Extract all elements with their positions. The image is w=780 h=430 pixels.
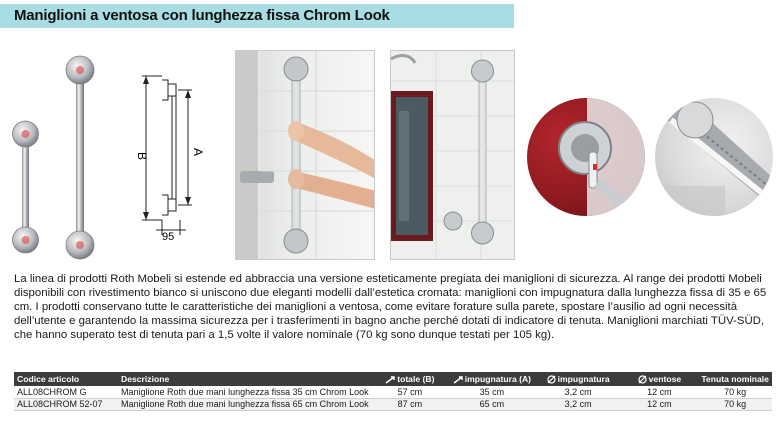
detail-chrome-texture	[655, 98, 773, 216]
cell-code: ALL08CHROM 52-07	[14, 398, 118, 410]
cell-code: ALL08CHROM G	[14, 386, 118, 398]
dimension-b-label: B	[135, 152, 149, 161]
technical-drawing	[128, 70, 228, 240]
col-header-cup-diameter-label: ventose	[648, 373, 682, 384]
product-grab-bars-image	[0, 40, 110, 270]
dimension-a-label: A	[191, 148, 205, 157]
col-header-grip-diameter-label: impugnatura	[557, 373, 610, 384]
col-header-grip	[448, 372, 536, 386]
page-title: Maniglioni a ventosa con lunghezza fissa Chrom Look	[14, 7, 390, 24]
col-header-description: Descrizione	[118, 372, 372, 386]
specification-table	[14, 372, 772, 411]
cell-load: 70 kg	[698, 386, 772, 398]
col-header-grip-label: impugnatura (A)	[464, 374, 532, 384]
photo-bathroom-mirror	[390, 50, 515, 260]
cell-grip-diameter: 3,2 cm	[536, 386, 621, 398]
table-header-row	[14, 372, 772, 386]
col-header-total	[372, 372, 448, 386]
cell-description: Maniglione Roth due mani lunghezza fissa 65 cm Chrom Look	[118, 398, 372, 410]
length-icon	[453, 376, 463, 384]
col-header-cup-diameter	[621, 372, 699, 386]
cell-load: 70 kg	[698, 398, 772, 410]
title-band	[0, 4, 514, 28]
table-row	[14, 398, 772, 410]
cell-description: Maniglione Roth due mani lunghezza fissa 35 cm Chrom Look	[118, 386, 372, 398]
table-row	[14, 386, 772, 398]
cell-cup-diameter: 12 cm	[621, 398, 699, 410]
col-header-grip-diameter	[536, 372, 621, 386]
cell-grip-diameter: 3,2 cm	[536, 398, 621, 410]
dimension-width-label: 95	[162, 231, 175, 240]
product-description: La linea di prodotti Roth Mobeli si estende ed abbraccia una versione esteticamente pregiata dei maniglioni di sicurezza. Al range dei prodotti Mobeli disponibili con rivestimento bianco si uniscono due eleganti modelli dall’estetica cromata: maniglioni con impugnatura dalla lunghezza fissa di 35 e 65 cm. I prodotti conservano tutte le caratteristiche dei maniglioni a ventosa, come evitare forature sulla parete, spostare l’ausilio ad ogni necessità dell’utente e garantendo la massima sicurezza per i trasferimenti in bagno anche perché dotati di indicatore di tenuta. Maniglioni marchiati TÜV-SÜD, che hanno superato test di tenuta pari a 1,5 volte il valore nominale (70 kg sono dunque testati per 105 kg).	[14, 273, 767, 341]
cell-total: 87 cm	[372, 398, 448, 410]
diameter-icon	[547, 375, 556, 384]
cell-grip: 65 cm	[448, 398, 536, 410]
cell-cup-diameter: 12 cm	[621, 386, 699, 398]
cell-grip: 35 cm	[448, 386, 536, 398]
col-header-load: Tenuta nominale	[698, 372, 772, 386]
detail-suction-indicator	[527, 98, 645, 216]
col-header-total-label: totale (B)	[397, 374, 435, 384]
length-icon	[385, 376, 395, 384]
col-header-code: Codice articolo	[14, 372, 118, 386]
cell-total: 57 cm	[372, 386, 448, 398]
diameter-icon	[638, 375, 647, 384]
photo-hands-gripping-bar	[235, 50, 375, 260]
